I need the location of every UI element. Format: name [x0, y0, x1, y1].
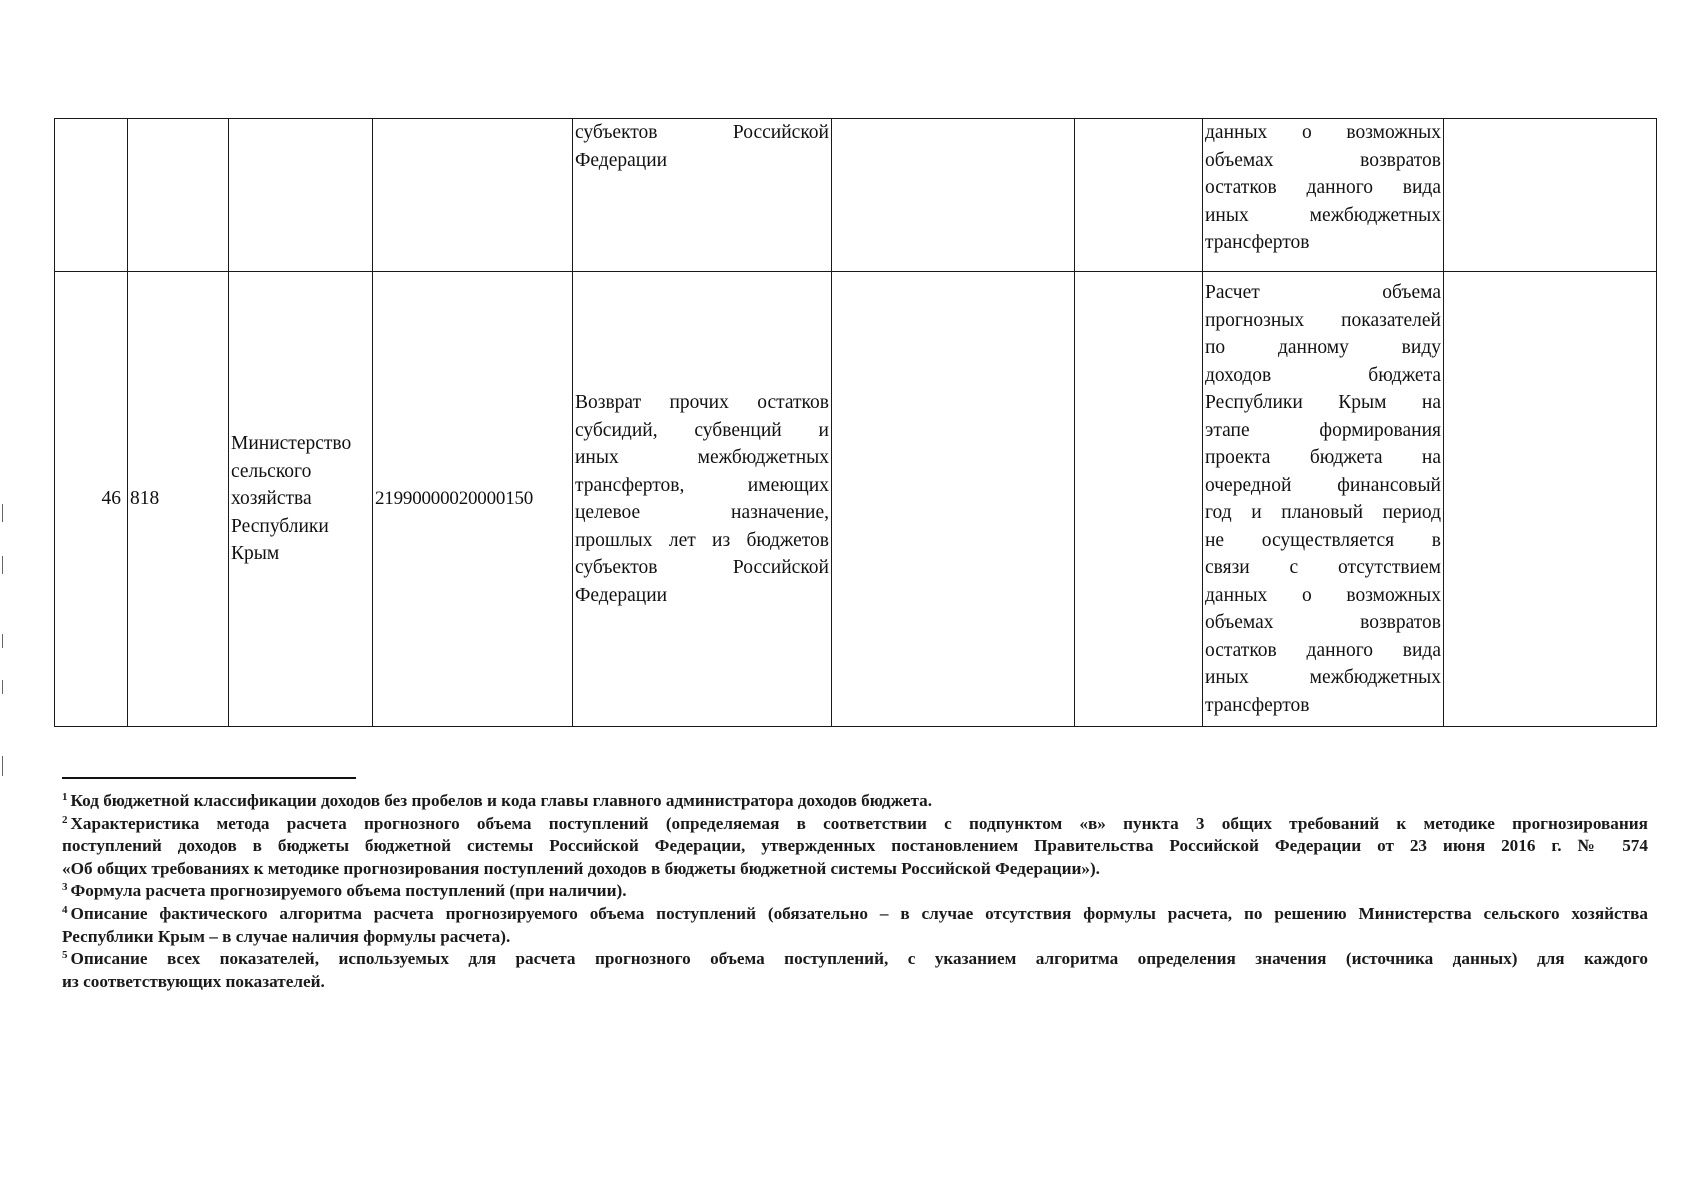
scan-artifact: [2, 556, 3, 574]
scan-artifact: [2, 756, 3, 776]
footnote-5: [62, 948, 1648, 993]
cell-kbk-code: 21990000020000150: [373, 272, 573, 727]
footnote-1: [62, 790, 1648, 813]
revenue-forecast-table: [54, 118, 1657, 727]
footnote-line: [62, 880, 1648, 903]
footnote-line: Республики Крым – в случае наличия формулы расчета).: [62, 926, 511, 946]
footnote-line: [62, 903, 1648, 926]
text-line: Возврат прочих остатков: [575, 392, 829, 413]
cell-method-description: [1203, 119, 1444, 272]
text-line: очередной финансовый: [1205, 474, 1441, 496]
footnote-text: Код бюджетной классификации доходов без пробелов и кода главы главного администратора доходов бюджета.: [70, 791, 933, 810]
cell-income-description: [573, 272, 832, 727]
footnote-4: [62, 903, 1648, 948]
footnote-text: Формула расчета прогнозируемого объема поступлений (при наличии).: [70, 881, 627, 901]
footnote-mark: 2: [62, 813, 68, 826]
text-line: Расчет объема: [1205, 282, 1441, 303]
table-row-continuation: [55, 119, 1657, 272]
cell-kbk-code: [373, 119, 573, 272]
text-line: остатков данного вида: [1205, 639, 1441, 661]
table-row-46: [55, 272, 1657, 727]
cell-empty: [832, 119, 1075, 272]
text-line: Республики: [231, 515, 329, 537]
footnote-line: поступлений доходов в бюджеты бюджетной системы Российской Федерации, утвержденных постановлением Правительства Российской Федерации от 23 июня 2016 г. № 574: [62, 836, 1648, 856]
text-line: Республики Крым на: [1205, 392, 1441, 413]
text-line: иных межбюджетных: [575, 447, 829, 468]
text-line: трансфертов, имеющих: [575, 474, 829, 496]
text-line: данных о возможных: [1205, 122, 1441, 143]
cell-empty: [1444, 272, 1657, 727]
text-line: доходов бюджета: [1205, 364, 1441, 386]
scan-artifact: [2, 634, 3, 648]
cell-empty: [1444, 119, 1657, 272]
footnote-line: [62, 813, 1648, 836]
cell-income-description: [573, 119, 832, 272]
text-line: прошлых лет из бюджетов: [575, 529, 829, 551]
cell-admin-code: 818: [128, 272, 229, 727]
text-line: год и плановый период: [1205, 502, 1441, 523]
footnote-line: [62, 948, 1648, 971]
cell-admin-code: [128, 119, 229, 272]
footnote-3: [62, 880, 1648, 903]
cell-method-description: [1203, 272, 1444, 727]
text-line: по данному виду: [1205, 337, 1441, 358]
cell-empty: [1075, 119, 1203, 272]
footnote-mark: 1: [62, 791, 68, 803]
text-line: хозяйства: [231, 488, 312, 510]
footnote-mark: 5: [62, 949, 68, 962]
text-line: иных межбюджетных: [1205, 667, 1441, 688]
text-line: Министерство: [231, 433, 352, 455]
text-line: субъектов Российской: [575, 557, 829, 578]
cell-admin-name: [229, 119, 373, 272]
cell-admin-name: [229, 272, 373, 727]
text-line: объемах возвратов: [1205, 612, 1441, 633]
footnote-text: Описание фактического алгоритма расчета прогнозируемого объема поступлений (обязательно – в случае отсутствия формулы расчета, по решению Министерства сельского хозяйства: [70, 903, 1648, 923]
text-line: трансфертов: [1205, 232, 1310, 253]
cell-empty: [1075, 272, 1203, 727]
cell-empty: [832, 272, 1075, 727]
text-line: иных межбюджетных: [1205, 204, 1441, 226]
cell-row-number: [55, 119, 128, 272]
footnote-2: [62, 813, 1648, 881]
text-line: связи с отсутствием: [1205, 557, 1441, 578]
footnote-text: Характеристика метода расчета прогнозного объема поступлений (определяемая в соответствии с подпунктом «в» пункта 3 общих требований к методике прогнозирования: [70, 813, 1648, 833]
footnote-line: [62, 790, 1648, 813]
footnotes: [62, 790, 1648, 993]
scan-artifact: [2, 504, 3, 522]
text-line: целевое назначение,: [575, 502, 829, 523]
text-line: остатков данного вида: [1205, 177, 1441, 198]
text-line: проекта бюджета на: [1205, 447, 1441, 468]
text-line: этапе формирования: [1205, 419, 1441, 441]
text-line: субсидий, субвенций и: [575, 419, 829, 441]
text-line: субъектов Российской: [575, 122, 829, 143]
footnote-line: из соответствующих показателей.: [62, 971, 325, 991]
text-line: прогнозных показателей: [1205, 309, 1441, 331]
text-line: Федерации: [575, 584, 668, 606]
text-line: Федерации: [575, 149, 668, 171]
text-line: сельского: [231, 460, 312, 482]
footnote-mark: 4: [62, 903, 68, 916]
cell-row-number: 46: [55, 272, 128, 727]
text-line: трансфертов: [1205, 694, 1310, 716]
scan-artifact: [2, 680, 3, 694]
text-line: данных о возможных: [1205, 584, 1441, 606]
footnote-text: Описание всех показателей, используемых для расчета прогнозного объема поступлений, с указанием алгоритма определения значения (источника данных) для каждого: [70, 949, 1648, 969]
footnote-mark: 3: [62, 881, 68, 894]
text-line: объемах возвратов: [1205, 149, 1441, 171]
text-line: не осуществляется в: [1205, 529, 1441, 551]
footnote-line: «Об общих требованиях к методике прогнозирования поступлений доходов в бюджеты бюджетной системы Российской Федерации»).: [62, 858, 1100, 878]
footnote-separator: [62, 777, 356, 779]
text-line: Крым: [231, 543, 280, 565]
